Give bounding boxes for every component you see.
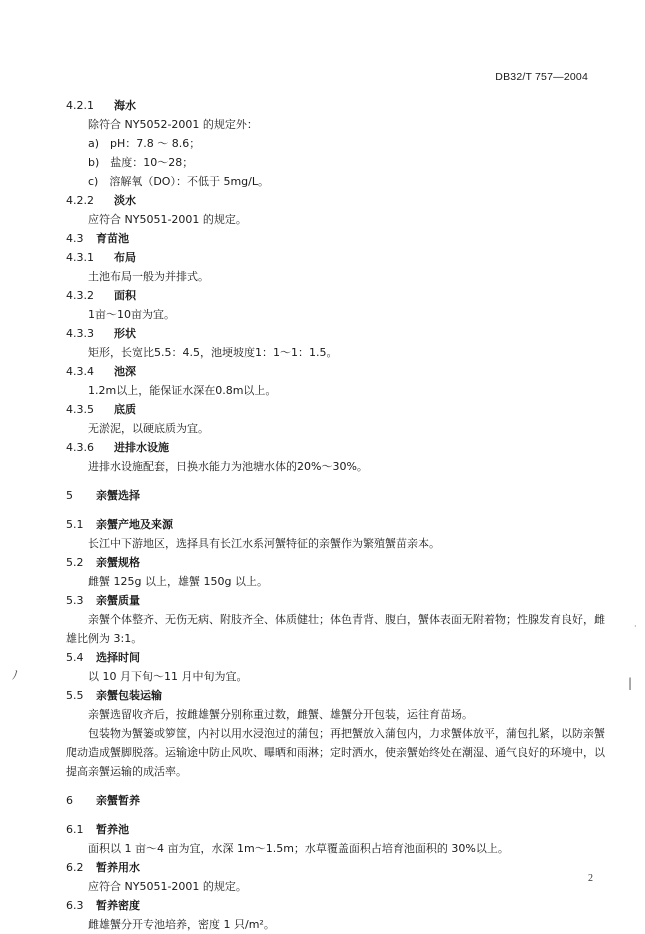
- section-number: 4.2.2: [66, 194, 94, 207]
- heading-4-3-5: [66, 400, 606, 419]
- heading-6: [66, 791, 606, 810]
- section-title: 暂养池: [96, 823, 129, 836]
- section-number: 6.3: [66, 899, 84, 912]
- paragraph: 长江中下游地区，选择具有长江水系河蟹特征的亲蟹作为繁殖蟹苗亲本。: [88, 537, 440, 550]
- section-title: 亲蟹产地及来源: [96, 518, 173, 531]
- section-number: 5.5: [66, 689, 84, 702]
- heading-4-3: [66, 229, 606, 248]
- list-item: b) 盐度：10～28；: [88, 156, 194, 169]
- heading-6-3: [66, 896, 606, 915]
- section-title: 暂养用水: [96, 861, 140, 874]
- section-title: 淡水: [114, 194, 136, 207]
- paragraph: 亲蟹选留收齐后，按雌雄蟹分别称重过数，雌蟹、雄蟹分开包装，运往育苗场。: [88, 708, 473, 721]
- section-title: 亲蟹选择: [96, 489, 140, 502]
- paragraph: 亲蟹个体整齐、无伤无病、附肢齐全、体质健壮；体色青背、腹白，蟹体表面无附着物；性腺发育良好，雌雄比例为 3:1。: [66, 613, 605, 645]
- section-title: 亲蟹质量: [96, 594, 140, 607]
- paragraph: 除符合 NY5052-2001 的规定外：: [88, 118, 258, 131]
- section-number: 4.2.1: [66, 99, 94, 112]
- spacer: [66, 781, 606, 791]
- list-item: a) pH：7.8 ～ 8.6；: [88, 137, 201, 150]
- heading-4-3-3: [66, 324, 606, 343]
- section-title: 面积: [114, 289, 136, 302]
- section-number: 4.3.5: [66, 403, 94, 416]
- section-title: 布局: [114, 251, 136, 264]
- paragraph: 雌雄蟹分开专池培养，密度 1 只/m²。: [88, 918, 275, 931]
- section-number: 5.2: [66, 556, 84, 569]
- heading-6-2: [66, 858, 606, 877]
- list-item: c) 溶解氧（DO）：不低于 5mg/L。: [88, 175, 269, 188]
- paragraph: 以 10 月下旬～11 月中旬为宜。: [88, 670, 248, 683]
- heading-5-4: [66, 648, 606, 667]
- section-number: 6.1: [66, 823, 84, 836]
- section-number: 4.3.2: [66, 289, 94, 302]
- heading-6-1: [66, 820, 606, 839]
- paragraph: 包装物为蟹篓或箩筐，内衬以用水浸泡过的蒲包；再把蟹放入蒲包内，力求蟹体放平，蒲包扎紧，以防亲蟹爬动造成蟹脚脱落。运输途中防止风吹、曝晒和雨淋；定时洒水，使亲蟹始终处在潮湿、通气良好的环境中，以提高亲蟹运输的成活率。: [66, 727, 605, 778]
- section-number: 4.3.3: [66, 327, 94, 340]
- heading-4-3-4: [66, 362, 606, 381]
- section-title: 底质: [114, 403, 136, 416]
- standard-code: DB32/T 757—2004: [495, 71, 588, 83]
- section-number: 6: [66, 794, 73, 807]
- paragraph: 土池布局一般为并排式。: [88, 270, 209, 283]
- section-title: 进排水设施: [114, 441, 169, 454]
- heading-5: [66, 486, 606, 505]
- paragraph: 雌蟹 125g 以上，雄蟹 150g 以上。: [88, 575, 268, 588]
- spacer: [66, 505, 606, 515]
- paragraph: 进排水设施配套，日换水能力为池塘水体的20%～30%。: [88, 460, 368, 473]
- paragraph: 面积以 1 亩～4 亩为宜，水深 1m～1.5m；水草覆盖面积占培育池面积的 30%以上。: [88, 842, 509, 855]
- section-number: 5.4: [66, 651, 84, 664]
- section-title: 池深: [114, 365, 136, 378]
- section-title: 亲蟹包装运输: [96, 689, 162, 702]
- section-number: 4.3.1: [66, 251, 94, 264]
- heading-4-2-1: [66, 96, 606, 115]
- section-title: 暂养密度: [96, 899, 140, 912]
- section-number: 6.2: [66, 861, 84, 874]
- heading-4-2-2: [66, 191, 606, 210]
- section-title: 亲蟹暂养: [96, 794, 140, 807]
- heading-5-5: [66, 686, 606, 705]
- section-title: 育苗池: [96, 232, 129, 245]
- heading-4-3-6: [66, 438, 606, 457]
- heading-5-1: [66, 515, 606, 534]
- section-number: 5.3: [66, 594, 84, 607]
- section-number: 4.3.6: [66, 441, 94, 454]
- section-number: 4.3.4: [66, 365, 94, 378]
- paragraph: 矩形，长宽比5.5：4.5，池埂坡度1：1～1：1.5。: [88, 346, 338, 359]
- scan-mark: ﾉ: [12, 668, 19, 682]
- page-number: 2: [588, 873, 593, 884]
- document-body: [66, 96, 606, 934]
- heading-4-3-2: [66, 286, 606, 305]
- section-title: 亲蟹规格: [96, 556, 140, 569]
- heading-5-3: [66, 591, 606, 610]
- paragraph: 1亩～10亩为宜。: [88, 308, 175, 321]
- scan-mark: |: [628, 676, 633, 690]
- spacer: [66, 810, 606, 820]
- section-title: 选择时间: [96, 651, 140, 664]
- paragraph: 1.2m以上，能保证水深在0.8m以上。: [88, 384, 277, 397]
- heading-5-2: [66, 553, 606, 572]
- section-number: 4.3: [66, 232, 84, 245]
- section-number: 5.1: [66, 518, 84, 531]
- section-number: 5: [66, 489, 73, 502]
- section-title: 形状: [114, 327, 136, 340]
- section-title: 海水: [114, 99, 136, 112]
- heading-4-3-1: [66, 248, 606, 267]
- scan-mark: ·: [634, 622, 637, 631]
- paragraph: 应符合 NY5051-2001 的规定。: [88, 213, 247, 226]
- paragraph: 无淤泥，以硬底质为宜。: [88, 422, 209, 435]
- spacer: [66, 476, 606, 486]
- paragraph: 应符合 NY5051-2001 的规定。: [88, 880, 247, 893]
